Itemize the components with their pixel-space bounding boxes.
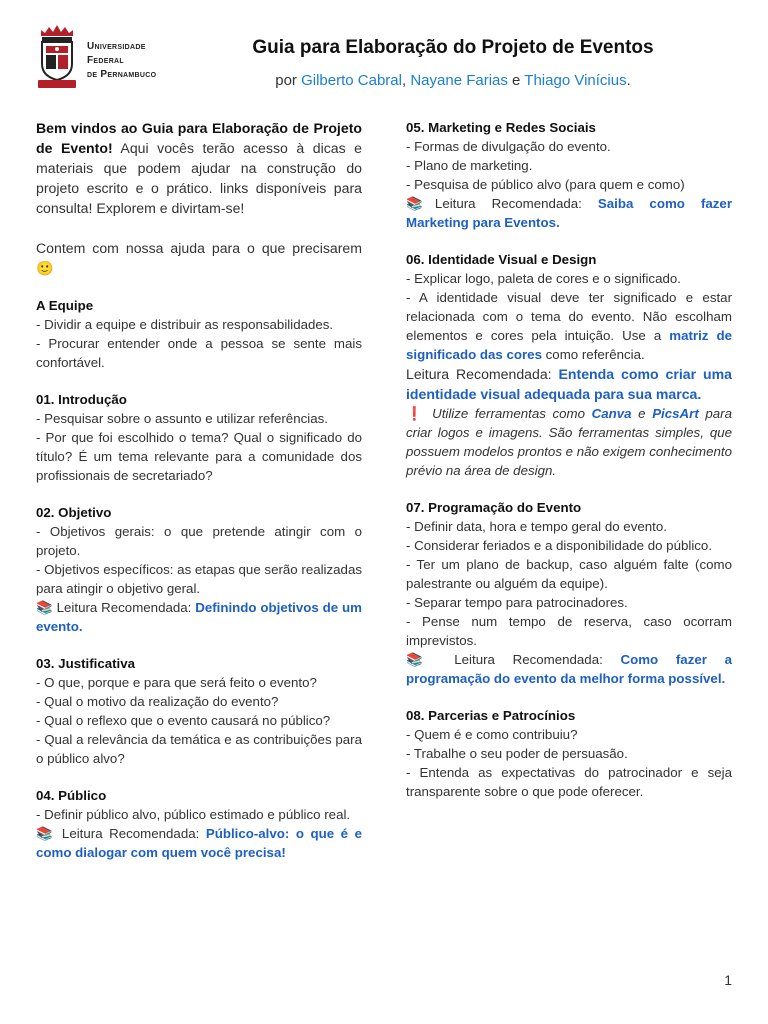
exclamation-icon: ❗: [406, 406, 426, 421]
tip-text: e: [631, 406, 653, 421]
recommended-reading: [406, 364, 732, 404]
list-item: - Qual o motivo da realização do evento?: [36, 694, 279, 709]
list-item: - Plano de marketing.: [406, 158, 533, 173]
page-number: 1: [724, 972, 732, 988]
list-item: - Objetivos específicos: as etapas que serão realizadas para atingir o objetivo geral.: [36, 562, 362, 596]
list-item: - Pesquisar sobre o assunto e utilizar referências.: [36, 411, 328, 426]
list-item: - Quem é e como contribuiu?: [406, 727, 578, 742]
separator: .: [626, 72, 631, 89]
section-identidade-visual: [406, 250, 732, 480]
help-paragraph: Contem com nossa ajuda para o que precisarem 🙂: [36, 240, 362, 276]
reading-link[interactable]: Como fazer a programação do evento da melhor forma possível.: [406, 652, 732, 686]
list-item: - Qual o reflexo que o evento causará no público?: [36, 713, 331, 728]
recommended-reading: [406, 650, 732, 688]
tip-text: para criar logos e imagens. São ferramentas simples, que possuem modelos prontos e não exigem conhecimento prévio na área de design.: [406, 406, 732, 478]
recommended-reading: [36, 824, 362, 862]
separator: e: [512, 72, 521, 89]
author-link[interactable]: Gilberto Cabral: [301, 72, 402, 89]
books-icon: 📚: [406, 196, 435, 211]
recommended-reading: [36, 598, 362, 636]
list-item: - Qual a relevância da temática e as contribuições para o público alvo?: [36, 732, 362, 766]
list-item: - Pesquisa de público alvo (para quem e como): [406, 177, 685, 192]
list-item: - Entenda as expectativas do patrocinador e seja transparente sobre o que pode oferecer.: [406, 765, 732, 799]
intro-bold: Bem vindos ao Guia para Elaboração de Projeto de Evento!: [36, 120, 362, 156]
section-title: 03. Justificativa: [36, 656, 136, 671]
reading-label: Leitura Recomendada:: [52, 600, 196, 615]
recommended-reading: [406, 194, 732, 232]
list-item: - Considerar feriados e a disponibilidade do público.: [406, 538, 713, 553]
section-objetivo: [36, 503, 362, 636]
picsart-link[interactable]: PicsArt: [652, 406, 699, 421]
reading-link[interactable]: Saiba como fazer Marketing para Eventos.: [406, 196, 732, 230]
list-item: - O que, porque e para que será feito o evento?: [36, 675, 317, 690]
university-crest-icon: [36, 22, 78, 90]
author-link[interactable]: Nayane Farias: [410, 72, 508, 89]
right-column: [406, 118, 732, 801]
reading-label: Leitura Recomendada:: [434, 196, 598, 211]
list-item: - Ter um plano de backup, caso alguém falte (como palestrante ou alguém da equipe).: [406, 557, 732, 591]
list-item-text: - A identidade visual deve ter significado e estar relacionada com o tema do evento. Não escolham elementos e cores pela intuição. Use a: [406, 290, 732, 343]
university-line: Federal: [87, 55, 124, 66]
section-justificativa: [36, 654, 362, 768]
list-item: - Definir público alvo, público estimado e público real.: [36, 807, 351, 822]
books-icon: 📚: [36, 600, 53, 615]
section-title: 05. Marketing e Redes Sociais: [406, 120, 596, 135]
intro-paragraph: [36, 118, 362, 218]
section-publico: [36, 786, 362, 862]
university-line: de Pernambuco: [87, 69, 157, 80]
reading-link[interactable]: Definindo objetivos de um evento.: [36, 600, 363, 634]
section-title: 08. Parcerias e Patrocínios: [406, 708, 576, 723]
list-item: - Por que foi escolhido o tema? Qual o significado do título? É um tema relevante para a comunidade dos profissionais de secretariado?: [36, 430, 362, 483]
left-column: [36, 118, 362, 862]
books-icon: 📚: [406, 652, 437, 667]
university-name: [87, 40, 156, 82]
canva-link[interactable]: Canva: [591, 406, 632, 421]
section-team: [36, 296, 362, 372]
reading-link[interactable]: Público-alvo: o que é e como dialogar com quem você precisa!: [36, 826, 362, 860]
section-title: 02. Objetivo: [36, 505, 112, 520]
section-programacao: [406, 498, 732, 688]
reading-label: Leitura Recomendada:: [406, 366, 559, 382]
list-item: - Trabalhe o seu poder de persuasão.: [406, 746, 628, 761]
section-title: 06. Identidade Visual e Design: [406, 252, 597, 267]
section-marketing: [406, 118, 732, 232]
intro-text: Aqui vocês terão acesso à dicas e materiais que podem ajudar na construção do projeto escrito e o prático. links disponíveis para consulta! Explorem e divirtam-se!: [36, 140, 363, 216]
reading-label: Leitura Recomendada:: [436, 652, 621, 667]
list-item: - Objetivos gerais: o que pretende atingir com o projeto.: [36, 524, 362, 558]
list-item: - Pense num tempo de reserva, caso ocorram imprevistos.: [406, 614, 732, 648]
reading-link[interactable]: Entenda como criar uma identidade visual adequada para sua marca.: [406, 366, 732, 402]
author-byline: [200, 72, 706, 89]
color-matrix-link[interactable]: matriz de significado das cores: [406, 328, 732, 362]
separator: ,: [401, 72, 407, 89]
section-parcerias: [406, 706, 732, 801]
document-title: Guia para Elaboração do Projeto de Eventos: [252, 37, 654, 58]
section-title: 01. Introdução: [36, 392, 127, 407]
list-item: - Explicar logo, paleta de cores e o significado.: [406, 271, 681, 286]
tip-text: Utilize ferramentas como: [425, 406, 592, 421]
list-item: - Formas de divulgação do evento.: [406, 139, 611, 154]
design-tip: [406, 404, 732, 480]
list-item: - Procurar entender onde a pessoa se sente mais confortável.: [36, 336, 362, 370]
section-title: 04. Público: [36, 788, 107, 803]
list-item: - Dividir a equipe e distribuir as responsabilidades.: [36, 317, 334, 332]
university-line: Universidade: [87, 41, 146, 52]
by-prefix: por: [275, 72, 297, 89]
section-introducao: [36, 390, 362, 485]
list-item-text: como referência.: [541, 347, 645, 362]
list-item: - Definir data, hora e tempo geral do evento.: [406, 519, 667, 534]
section-title: A Equipe: [36, 298, 94, 313]
author-link[interactable]: Thiago Vinícius: [524, 72, 627, 89]
section-title: 07. Programação do Evento: [406, 500, 582, 515]
reading-label: Leitura Recomendada:: [55, 826, 206, 841]
list-item: [406, 288, 732, 364]
list-item: - Separar tempo para patrocinadores.: [406, 595, 628, 610]
books-icon: 📚: [36, 826, 56, 841]
